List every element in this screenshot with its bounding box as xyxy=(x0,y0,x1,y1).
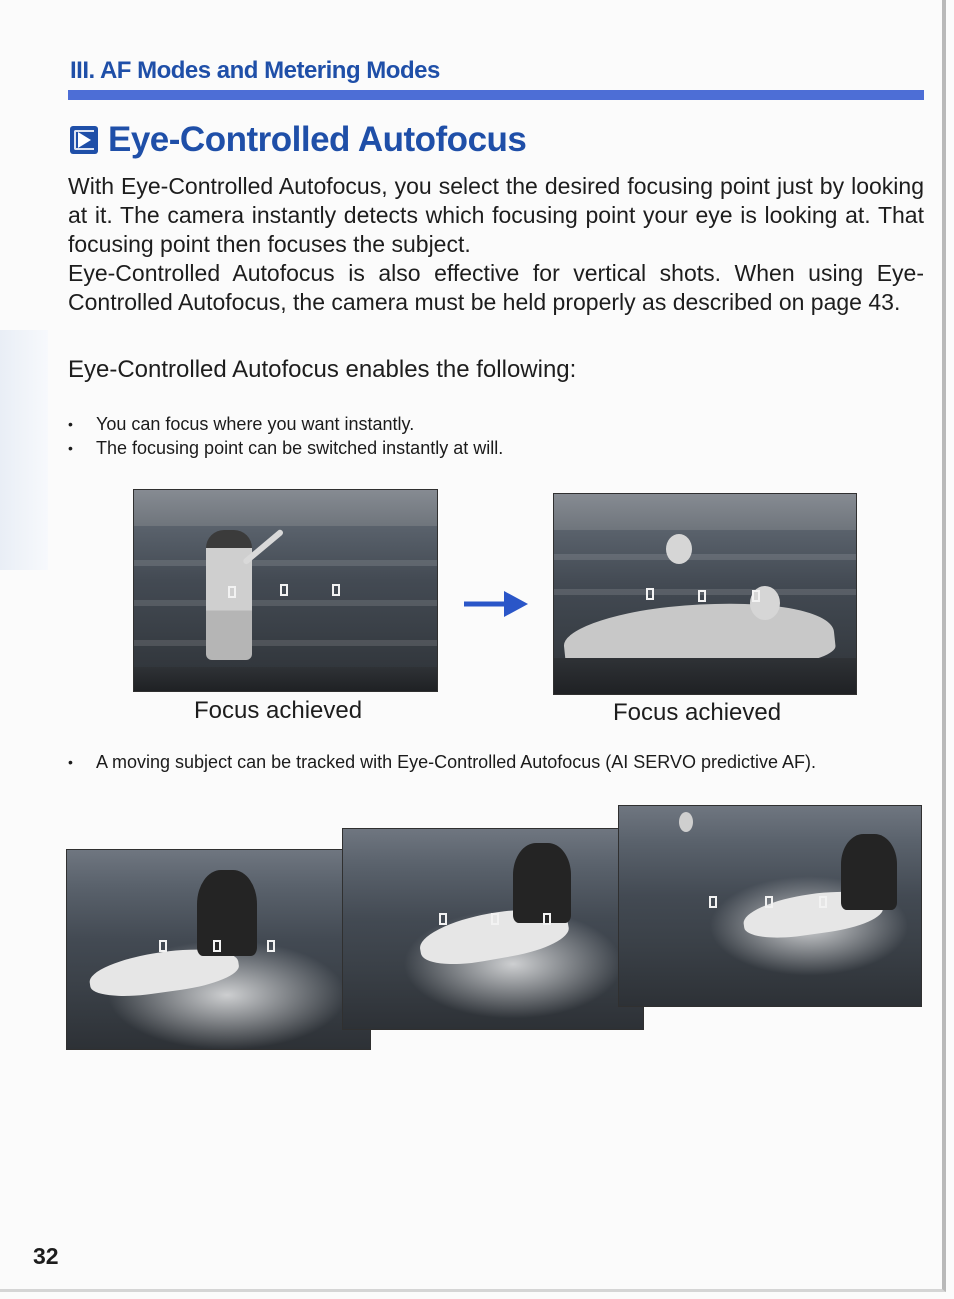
passenger-head xyxy=(666,534,692,564)
page-number: 32 xyxy=(33,1243,59,1269)
photo-sky xyxy=(134,490,437,526)
focus-point-marker xyxy=(543,913,551,925)
right-arrow-icon xyxy=(464,589,528,619)
section-header: III. AF Modes and Metering Modes xyxy=(70,57,440,84)
focus-point-marker xyxy=(332,584,340,596)
page-title: Eye-Controlled Autofocus xyxy=(108,120,527,159)
focus-point-marker xyxy=(698,590,706,602)
list-item: • The focusing point can be switched instantly at will. xyxy=(68,436,928,460)
focus-point-marker xyxy=(646,588,654,600)
focus-point-marker xyxy=(709,896,717,908)
focus-point-marker xyxy=(280,584,288,596)
photo-jetski-1 xyxy=(66,849,371,1050)
focus-point-marker xyxy=(752,590,760,602)
photo-beach xyxy=(134,667,437,691)
focus-point-marker xyxy=(765,896,773,908)
photo-wave xyxy=(554,554,856,560)
intro-text xyxy=(68,172,924,317)
photo-jetski-2 xyxy=(342,828,644,1030)
photo-wave xyxy=(134,640,437,646)
photo-sky xyxy=(554,494,856,530)
feature-list xyxy=(68,412,928,460)
tracking-bullet: • A moving subject can be tracked with Eye-Controlled Autofocus (AI SERVO predictive AF). xyxy=(68,750,928,774)
page-shadow xyxy=(0,330,48,570)
focus-point-marker xyxy=(159,940,167,952)
focus-point-marker xyxy=(439,913,447,925)
focus-point-marker xyxy=(819,896,827,908)
focus-point-marker xyxy=(491,913,499,925)
focus-caption-left: Focus achieved xyxy=(194,697,363,724)
jetski-rider xyxy=(513,843,571,923)
photo-wave xyxy=(134,600,437,606)
jetski-rider xyxy=(841,834,897,910)
eye-control-af-icon xyxy=(70,126,98,154)
focus-point-marker xyxy=(267,940,275,952)
page-title-row xyxy=(70,120,526,160)
background-rider xyxy=(679,812,693,832)
photo-jetski-3 xyxy=(618,805,922,1007)
photo-woman-beach xyxy=(133,489,438,692)
photo-convertible-car xyxy=(553,493,857,695)
enables-heading: Eye-Controlled Autofocus enables the following: xyxy=(68,356,577,383)
list-item: • You can focus where you want instantly. xyxy=(68,412,928,436)
intro-paragraph-2: Eye-Controlled Autofocus is also effective for vertical shots. When using Eye-Controlled Autofocus, the camera must be held properly as described on page 43. xyxy=(68,260,924,315)
header-rule xyxy=(68,90,924,100)
focus-caption-right: Focus achieved xyxy=(613,699,782,726)
focus-point-marker xyxy=(228,586,236,598)
photo-road xyxy=(554,658,856,694)
photo-wave xyxy=(134,560,437,566)
jetski-rider xyxy=(197,870,257,956)
intro-paragraph-1: With Eye-Controlled Autofocus, you select the desired focusing point just by looking at it. The camera instantly detects which focusing point your eye is looking at. That focusing point then focuses the subject. xyxy=(68,173,924,257)
focus-point-marker xyxy=(213,940,221,952)
